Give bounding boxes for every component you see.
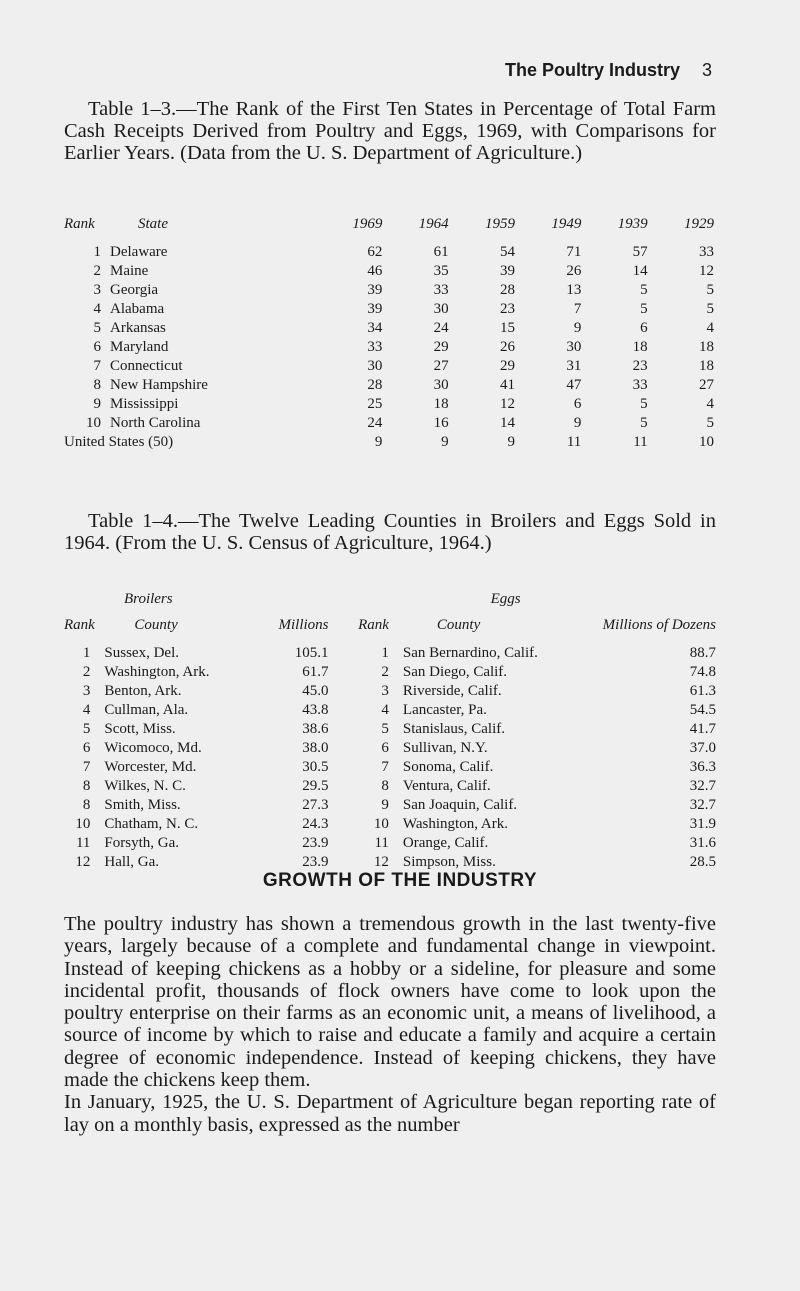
table-cell: 11 — [75, 835, 91, 851]
table-row — [64, 262, 714, 281]
table-cell: 18 — [433, 396, 449, 412]
table-cell: 54.5 — [689, 702, 716, 718]
table-cell: 5 — [82, 721, 91, 737]
table-cell: 61.7 — [302, 664, 329, 680]
col-header: 1969 — [352, 216, 383, 232]
col-header: Rank — [64, 216, 95, 232]
table-cell: 61.3 — [689, 683, 716, 699]
table-cell: 30 — [433, 301, 449, 317]
table-row — [64, 701, 716, 720]
table-cell: 33 — [632, 377, 648, 393]
running-header — [505, 60, 712, 81]
table-row — [64, 243, 714, 262]
table-cell: 24 — [433, 320, 449, 336]
table-cell: 32.7 — [689, 778, 716, 794]
table-cell: 105.1 — [294, 645, 329, 661]
state-name: Maine — [110, 263, 149, 279]
table-cell: 10 — [373, 816, 389, 832]
table-cell: 39 — [367, 282, 383, 298]
table-cell: 23 — [632, 358, 648, 374]
table-cell: 1 — [93, 244, 101, 260]
table2-caption: Table 1–4.—The Twelve Leading Counties in Broilers and Eggs Sold in 1964. (From the U. S. Census of Agriculture, 1964.) — [64, 510, 716, 554]
county-name: Sonoma, Calif. — [402, 759, 494, 775]
table-cell: 5 — [640, 415, 648, 431]
table-cell: 30 — [367, 358, 383, 374]
county-name: Sussex, Del. — [104, 645, 179, 661]
table-cell: 33 — [433, 282, 449, 298]
col-header: Rank — [358, 617, 389, 633]
state-name: Mississippi — [110, 396, 179, 412]
table-cell: 28 — [499, 282, 515, 298]
table-cell: 26 — [566, 263, 582, 279]
table-cell: 6 — [82, 740, 91, 756]
table-cell: 43.8 — [302, 702, 329, 718]
table-cell: 33 — [699, 244, 714, 260]
table-cell: 14 — [499, 415, 515, 431]
table-cell: 8 — [82, 778, 91, 794]
table-cell: 1 — [82, 645, 91, 661]
total-label: United States (50) — [64, 434, 174, 450]
table-row — [64, 834, 716, 853]
table-cell: 10 — [699, 434, 714, 450]
county-name: San Bernardino, Calif. — [402, 645, 538, 661]
table-cell: 30 — [433, 377, 449, 393]
table-cell: 4 — [381, 702, 389, 718]
table-row — [64, 338, 714, 357]
table-cell: 29.5 — [302, 778, 329, 794]
table-cell: 24.3 — [302, 816, 329, 832]
county-name: Wicomoco, Md. — [104, 740, 202, 756]
table-row — [64, 777, 716, 796]
table-row — [64, 815, 716, 834]
county-name: Riverside, Calif. — [402, 683, 502, 699]
table-cell: 23.9 — [302, 854, 329, 870]
table-cell: 35 — [433, 263, 449, 279]
table-cell: 41.7 — [689, 721, 716, 737]
table-cell: 7 — [381, 759, 389, 775]
table-cell: 23 — [499, 301, 515, 317]
table-cell: 12 — [699, 263, 714, 279]
county-name: Orange, Calif. — [402, 835, 489, 851]
table-row — [64, 739, 716, 758]
table1 — [64, 215, 714, 452]
table-cell: 61 — [433, 244, 449, 260]
table-cell: 3 — [93, 282, 101, 298]
col-header: County — [436, 617, 481, 633]
table-row — [64, 376, 714, 395]
table-cell: 9 — [573, 415, 582, 431]
state-name: Maryland — [110, 339, 169, 355]
broilers-group-label: Broilers — [124, 591, 173, 607]
table-cell: 33 — [367, 339, 383, 355]
table-cell: 34 — [367, 320, 383, 336]
county-name: Stanislaus, Calif. — [402, 721, 505, 737]
table-cell: 47 — [566, 377, 582, 393]
col-header: County — [134, 617, 178, 633]
table-cell: 23.9 — [302, 835, 329, 851]
table-row — [64, 663, 716, 682]
table-cell: 46 — [367, 263, 383, 279]
table-cell: 5 — [640, 301, 648, 317]
table-row — [64, 796, 716, 815]
table-cell: 2 — [93, 263, 101, 279]
table-cell: 27 — [699, 377, 714, 393]
table-cell: 1 — [381, 645, 389, 661]
table-cell: 2 — [381, 664, 389, 680]
county-name: San Diego, Calif. — [402, 664, 508, 680]
table-cell: 9 — [374, 434, 383, 450]
col-header: 1959 — [484, 216, 515, 232]
table-cell: 5 — [706, 301, 714, 317]
table-cell: 6 — [573, 396, 582, 412]
table-row — [64, 395, 714, 414]
table-cell: 12 — [373, 854, 389, 870]
county-name: Chatham, N. C. — [104, 816, 199, 832]
table-row — [64, 319, 714, 338]
state-name: Georgia — [110, 282, 159, 298]
table-cell: 5 — [93, 320, 101, 336]
table-cell: 7 — [93, 358, 101, 374]
table-cell: 11 — [633, 434, 648, 450]
table-cell: 57 — [632, 244, 648, 260]
col-header: Rank — [64, 617, 95, 633]
running-title: The Poultry Industry — [504, 60, 680, 80]
col-header: 1929 — [684, 216, 714, 232]
table-cell: 25 — [367, 396, 383, 412]
county-name: Worcester, Md. — [104, 759, 197, 775]
table-cell: 27.3 — [302, 797, 329, 813]
table-cell: 9 — [93, 396, 101, 412]
col-header: Millions — [278, 617, 329, 633]
table-cell: 30.5 — [302, 759, 329, 775]
table-cell: 6 — [93, 339, 101, 355]
county-name: Simpson, Miss. — [402, 854, 496, 870]
table-cell: 10 — [75, 816, 91, 832]
county-name: Benton, Ark. — [104, 683, 182, 699]
table-cell: 41 — [499, 377, 515, 393]
table-header-row — [64, 215, 714, 243]
table-cell: 31.9 — [689, 816, 716, 832]
county-name: Forsyth, Ga. — [104, 835, 179, 851]
table-row-total — [64, 433, 714, 452]
table-cell: 37.0 — [689, 740, 716, 756]
county-name: San Joaquin, Calif. — [402, 797, 518, 813]
table1-caption: Table 1–3.—The Rank of the First Ten States in Percentage of Total Farm Cash Receipts Derived from Poultry and Eggs, 1969, with Comparisons for Earlier Years. (Data from the U. S. Department of Agriculture.) — [64, 98, 716, 164]
body-text — [64, 913, 716, 1136]
table-row — [64, 720, 716, 739]
table-cell: 9 — [507, 434, 515, 450]
table-cell: 71 — [566, 244, 582, 260]
table-row — [64, 758, 716, 777]
table-cell: 26 — [499, 339, 515, 355]
table-cell: 11 — [566, 434, 582, 450]
table-cell: 28.5 — [689, 854, 716, 870]
col-header: Millions of Dozens — [602, 617, 716, 633]
table-cell: 2 — [82, 664, 91, 680]
table-row — [64, 644, 716, 663]
col-header: 1949 — [551, 216, 582, 232]
table-cell: 9 — [441, 434, 449, 450]
state-name: Arkansas — [110, 320, 166, 336]
table-row — [64, 300, 714, 319]
table-cell: 9 — [381, 797, 389, 813]
table-cell: 14 — [632, 263, 648, 279]
table-cell: 3 — [82, 683, 91, 699]
table-cell: 31 — [566, 358, 582, 374]
table-cell: 88.7 — [689, 645, 716, 661]
table-cell: 5 — [381, 721, 389, 737]
eggs-group-label: Eggs — [490, 591, 521, 607]
table-cell: 31.6 — [689, 835, 716, 851]
table-cell: 5 — [640, 282, 648, 298]
table-cell: 38.0 — [302, 740, 329, 756]
table-header-row — [64, 616, 716, 644]
table-cell: 5 — [640, 396, 648, 412]
table-cell: 29 — [433, 339, 449, 355]
county-name: Wilkes, N. C. — [104, 778, 186, 794]
table-cell: 8 — [93, 377, 101, 393]
county-name: Ventura, Calif. — [402, 778, 491, 794]
table-cell: 18 — [632, 339, 648, 355]
table-cell: 39 — [499, 263, 515, 279]
col-header: 1964 — [418, 216, 449, 232]
table-cell: 18 — [699, 339, 714, 355]
section-heading: GROWTH OF THE INDUSTRY — [262, 870, 538, 891]
county-name: Washington, Ark. — [104, 664, 210, 680]
table-cell: 8 — [82, 797, 91, 813]
table-cell: 54 — [499, 244, 515, 260]
page-number: 3 — [701, 60, 712, 80]
table-cell: 74.8 — [689, 664, 716, 680]
county-name: Cullman, Ala. — [104, 702, 189, 718]
county-name: Washington, Ark. — [402, 816, 508, 832]
state-name: New Hampshire — [110, 377, 208, 393]
state-name: Alabama — [110, 301, 165, 317]
county-name: Hall, Ga. — [104, 854, 159, 870]
state-name: North Carolina — [110, 415, 201, 431]
table-row — [64, 357, 714, 376]
table-cell: 8 — [381, 778, 389, 794]
table-cell: 7 — [82, 759, 91, 775]
table-cell: 10 — [86, 415, 101, 431]
col-header: 1939 — [617, 216, 648, 232]
table-row — [64, 414, 714, 433]
table2 — [64, 590, 716, 872]
table-cell: 29 — [499, 358, 515, 374]
table-cell: 30 — [566, 339, 582, 355]
table-cell: 5 — [706, 415, 714, 431]
state-name: Connecticut — [110, 358, 183, 374]
table-cell: 13 — [566, 282, 582, 298]
table-cell: 4 — [706, 320, 714, 336]
table-cell: 4 — [706, 396, 714, 412]
col-header: State — [138, 216, 168, 232]
table-cell: 6 — [640, 320, 648, 336]
table-cell: 9 — [573, 320, 582, 336]
paragraph: In January, 1925, the U. S. Department of Agriculture began reporting rate of lay on a monthly basis, expressed as the number — [64, 1091, 716, 1136]
table-cell: 36.3 — [689, 759, 716, 775]
table-cell: 7 — [573, 301, 582, 317]
table-cell: 15 — [499, 320, 515, 336]
table-cell: 6 — [381, 740, 389, 756]
table-cell: 24 — [367, 415, 383, 431]
state-name: Delaware — [110, 244, 168, 260]
table-cell: 45.0 — [302, 683, 329, 699]
group-header-row — [64, 590, 716, 616]
paragraph: The poultry industry has shown a tremendous growth in the last twenty-five years, largely because of a complete and fundamental change in viewpoint. Instead of keeping chickens as a hobby or a sideline, for pleasure and some incidental profit, thousands of flock owners have come to look upon the poultry enterprise on their farms as an economic unit, a means of livelihood, a source of income by which to raise and educate a family and acquire a certain degree of economic independence. Instead of keeping chickens, they have made the chickens keep them. — [64, 913, 716, 1092]
table-cell: 39 — [367, 301, 383, 317]
county-name: Scott, Miss. — [104, 721, 176, 737]
table-row — [64, 281, 714, 300]
county-name: Sullivan, N.Y. — [402, 740, 488, 756]
table-cell: 38.6 — [302, 721, 329, 737]
table-cell: 32.7 — [689, 797, 716, 813]
table-cell: 27 — [433, 358, 449, 374]
table-cell: 62 — [367, 244, 383, 260]
table-cell: 12 — [75, 854, 91, 870]
table-cell: 18 — [699, 358, 714, 374]
table-cell: 5 — [706, 282, 714, 298]
table-cell: 4 — [93, 301, 101, 317]
county-name: Lancaster, Pa. — [402, 702, 487, 718]
table-cell: 28 — [367, 377, 383, 393]
table-cell: 3 — [381, 683, 389, 699]
table-cell: 12 — [499, 396, 515, 412]
table-row — [64, 682, 716, 701]
table-cell: 16 — [433, 415, 449, 431]
table-cell: 11 — [374, 835, 389, 851]
table-cell: 4 — [82, 702, 91, 718]
county-name: Smith, Miss. — [104, 797, 181, 813]
